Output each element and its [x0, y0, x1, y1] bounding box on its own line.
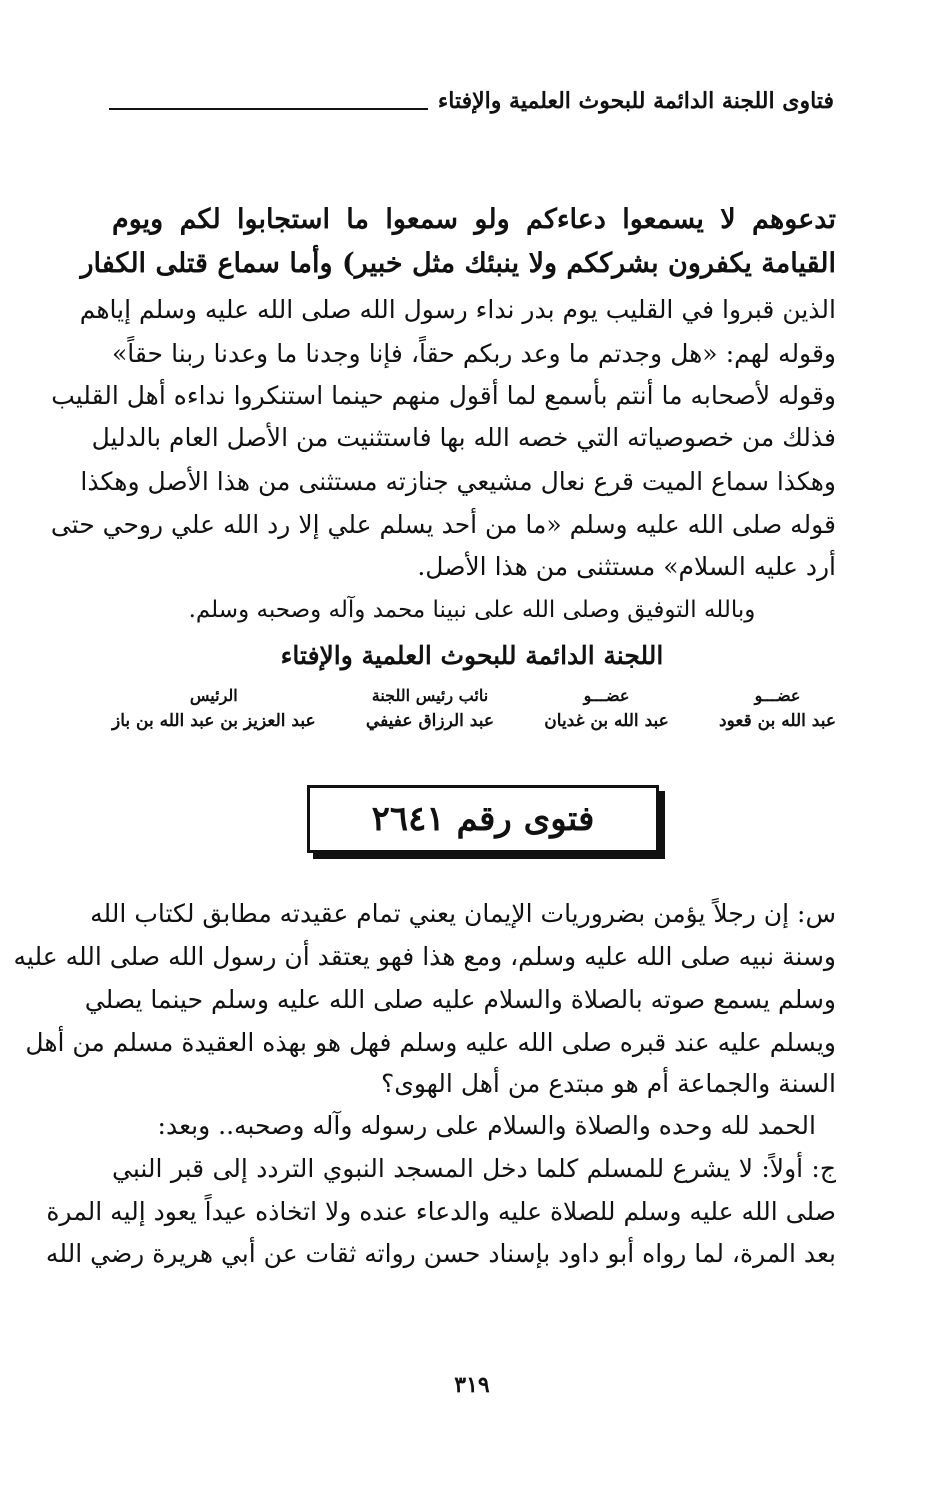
question-line: السنة والجماعة أم هو مبتدع من أهل الهوى؟ [381, 1069, 836, 1098]
signature-name: عبد الرزاق عفيفي [365, 711, 494, 731]
question-line: س: إن رجلاً يؤمن بضروريات الإيمان يعني تمام عقيدته مطابق لكتاب الله [90, 899, 836, 928]
passage-line: تدعوهم لا يسمعوا دعاءكم ولو سمعوا ما استجابوا لكم ويوم [112, 204, 836, 235]
signature-member-4 [719, 684, 836, 734]
closing-blessing: وبالله التوفيق وصلى الله على نبينا محمد وآله وصحبه وسلم. [188, 597, 756, 623]
passage-line: أرد عليه السلام» مستثنى من هذا الأصل. [417, 552, 836, 581]
passage-line: وقوله لأصحابه ما أنتم بأسمع لما أقول منهم حينما استنكروا نداءه أهل القليب [51, 381, 836, 410]
answer-line: صلى الله عليه وسلم للصلاة عليه والدعاء عنده ولا اتخاذه عيداً يعود إليه المرة [46, 1197, 836, 1226]
answer-preface: الحمد لله وحده والصلاة والسلام على رسوله وآله وصحبه.. وبعد: [157, 1111, 816, 1140]
signature-president [112, 684, 316, 734]
signature-role: نائب رئيس اللجنة [371, 686, 489, 705]
passage-line: قوله صلى الله عليه وسلم «ما من أحد يسلم علي إلا رد الله علي روحي حتى [50, 510, 836, 539]
question-line: ويسلم عليه عند قبره صلى الله عليه وسلم فهل هو بهذه العقيدة مسلم من أهل [25, 1028, 836, 1057]
passage-line: وهكذا سماع الميت قرع نعال مشيعي جنازته مستثنى من هذا الأصل وهكذا [80, 467, 836, 496]
signature-role: عضـــو [754, 686, 801, 705]
signature-name: عبد الله بن قعود [719, 711, 836, 731]
signature-role: الرئيس [189, 686, 238, 705]
passage-line: وقوله لهم: «هل وجدتم ما وعد ربكم حقاً، فإنا وجدنا ما وعدنا ربنا حقاً» [112, 339, 836, 368]
answer-line: بعد المرة، لما رواه أبو داود بإسناد حسن رواته ثقات عن أبي هريرة رضي الله [45, 1239, 836, 1268]
running-header-title: فتاوى اللجنة الدائمة للبحوث العلمية والإفتاء [437, 88, 834, 114]
signature-name: عبد العزيز بن عبد الله بن باز [112, 711, 316, 731]
fatwa-title: فتوى رقم ٢٦٤١ [371, 799, 595, 839]
header-rule [109, 108, 428, 110]
page-number: ٣١٩ [454, 1372, 490, 1398]
running-header [109, 80, 834, 116]
passage-line: فذلك من خصوصياته التي خصه الله بها فاستثنيت من الأصل العام بالدليل [91, 423, 836, 452]
answer-line: ج: أولاً: لا يشرع للمسلم كلما دخل المسجد النبوي التردد إلى قبر النبي [112, 1154, 836, 1183]
signature-member-3 [544, 684, 668, 734]
passage-line: الذين قبروا في القليب يوم بدر نداء رسول الله صلى الله عليه وسلم إياهم [79, 295, 836, 324]
signature-role: عضـــو [583, 686, 630, 705]
signatures [112, 684, 836, 734]
question-line: وسنة نبيه صلى الله عليه وسلم، ومع هذا فهو يعتقد أن رسول الله صلى الله عليه [13, 942, 836, 971]
question-line: وسلم يسمع صوته بالصلاة والسلام عليه صلى الله عليه وسلم حينما يصلي [84, 985, 836, 1014]
committee-name: اللجنة الدائمة للبحوث العلمية والإفتاء [280, 641, 664, 670]
signature-name: عبد الله بن غديان [544, 711, 669, 731]
signature-vice-president [366, 684, 494, 734]
fatwa-title-box [307, 785, 659, 853]
passage-line: القيامة يكفرون بشرككم ولا ينبئك مثل خبير) وأما سماع قتلى الكفار [80, 248, 836, 279]
